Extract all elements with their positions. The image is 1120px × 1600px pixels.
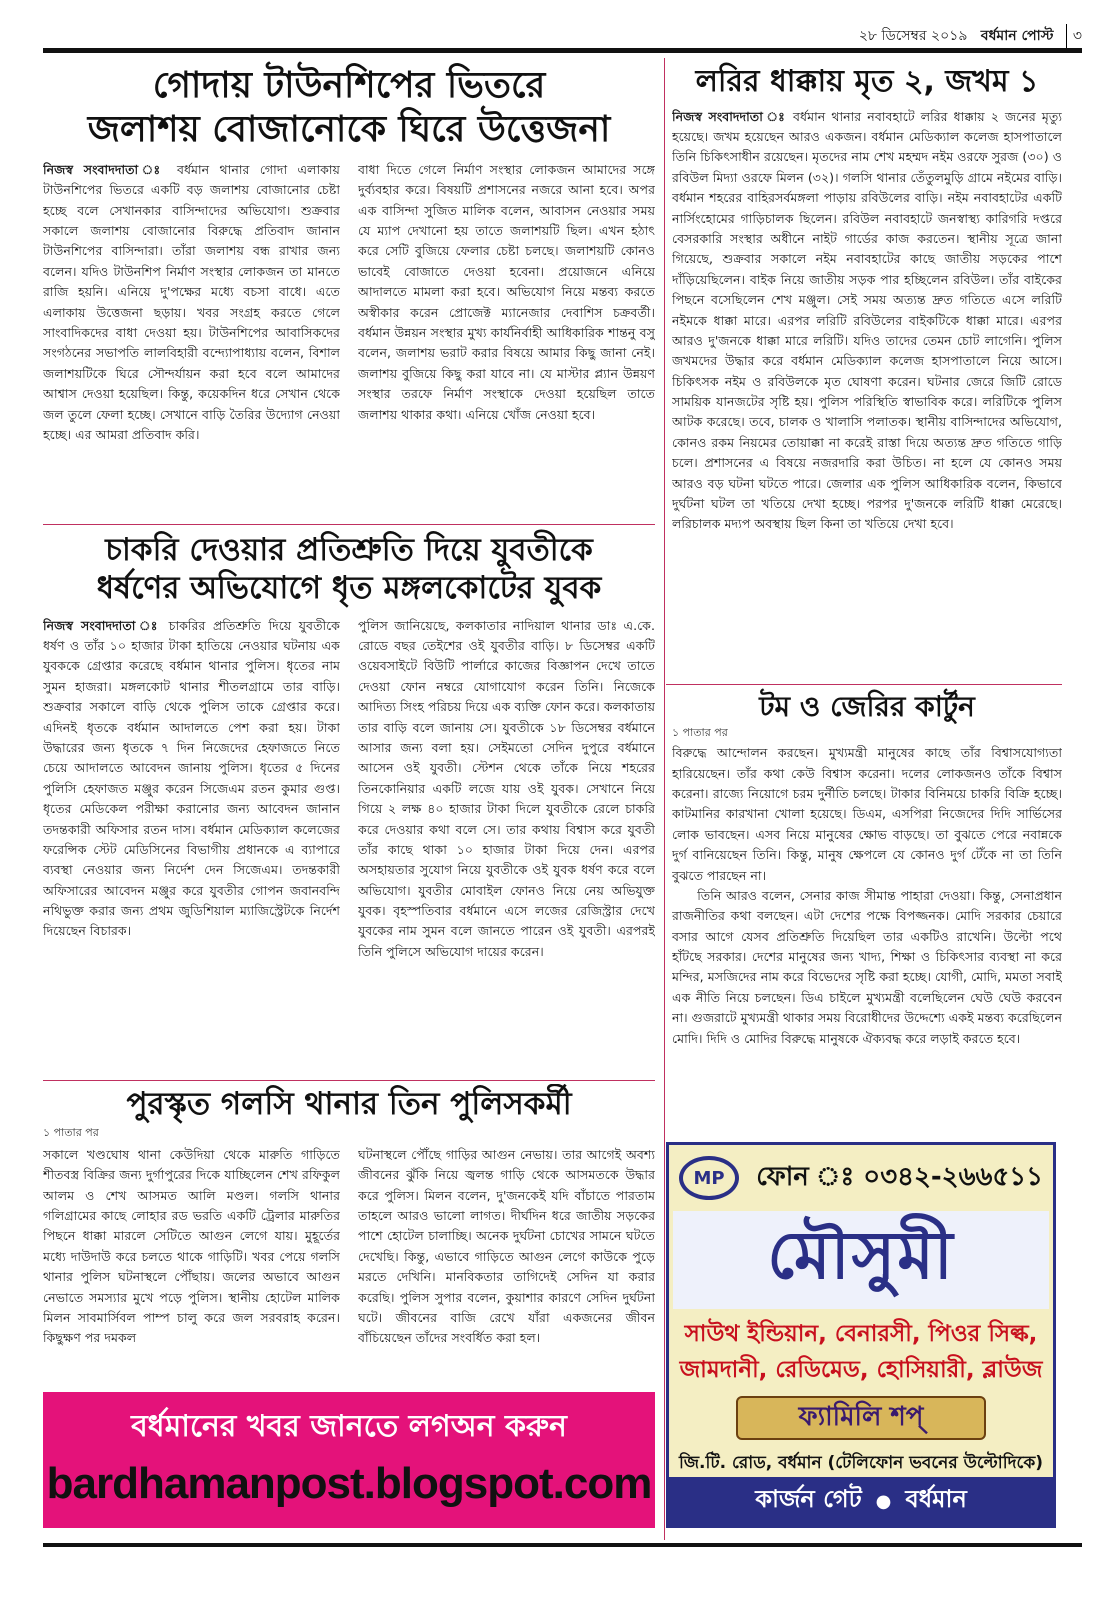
blog-advertisement[interactable] [43, 1392, 655, 1528]
footer-location-left: কার্জন গেট [755, 1485, 862, 1513]
byline: নিজস্ব সংবাদদাতা ঃ [43, 617, 162, 633]
article-title-2: জলাশয় বোজানোকে ঘিরে উত্তেজনা [87, 108, 611, 150]
shop-products-line-2: জামদানী, রেডিমেড, হোসিয়ারী, ব্লাউজ [679, 1356, 1043, 1383]
column-separator [664, 58, 665, 1540]
header-paper-name: বর্ধমান পোস্ট [980, 28, 1054, 44]
article-column-2: বাধা দিতে গেলে নির্মাণ সংস্থার লোকজন আমাদের সঙ্গে দুর্ব্যবহার করে। বিষয়টি প্রশাসনের নজরে আনা হবে। অপর এক বাসিন্দা সুজিত মালিক বলেন, আবাসন নেওয়ার সময় যে ম্যাপ দেখানো হয় তাতে জলাশয়টি ছিল। এখন হঠাৎ করে সেটি বুজিয়ে ফেলার চেষ্টা চলছে। জলাশয়টি কোনও ভাবেই বোজাতে দেওয়া হবেনা। প্রয়োজনে এনিয়ে আদালতে মামলা করা হবে। অভিযোগ নিয়ে মন্তব্য করতে অস্বীকার করেন প্রোজেক্ট ম্যানেজার দেবাশিস চক্রবর্তী। বর্ধমান উন্নয়ন সংস্থার মুখ্য কার্যনির্বাহী আধিকারিক শান্তনু বসু বলেন, জলাশয় ভরাট করার বিষয়ে আমার কিছু জানা নেই। জলাশয় বুজিয়ে কিছু করা যাবে না। যে মাস্টার প্ল্যান উন্নয়ণ সংস্থার তরফে নির্মাণ সংস্থাকে দেওয়া হয়েছিল তাতে জলাশয় থাকার কথা। এনিয়ে খোঁজ নেওয়া হবে। [358, 161, 655, 422]
footer-location-right: বর্ধমান [905, 1485, 967, 1513]
family-shop-badge: ফ্যামিলি শপ্ [736, 1396, 986, 1440]
page-header [0, 24, 1082, 48]
article-title: লরির ধাক্কায় মৃত ২, জখম ১ [695, 64, 1039, 99]
article-column [672, 107, 1062, 535]
article-paragraph-2: তিনি আরও বলেন, সেনার কাজ সীমান্ত পাহারা দেওয়া। কিন্তু, সেনাপ্রধান রাজনীতির কথা বলছেন। এটা দেশের পক্ষে বিপজ্জনক। মোদি সরকার চেয়ারে বসার আগে যেসব প্রতিশ্রুতি দিয়েছিল তার একটিও রাখেনি। উল্টো পথে হাঁটছে সরকার। দেশের মানুষের জন্য খাদ্য, শিক্ষা ও চিকিৎসার ব্যবস্থা না করে মন্দির, মসজিদের নাম করে বিভেদের সৃষ্টি করা হচ্ছে। যোগী, মোদি, মমতা সবাই এক নীতি নিয়ে চলছেন। ডিএ চাইলে মুখ্যমন্ত্রী বলেছিলেন ঘেউ ঘেউ করবেন না। গুজরাটে মুখ্যমন্ত্রী থাকার সময় বিরোধীদের উদ্দেশ্যে একই মন্তব্য করেছিলেন মোদি। দিদি ও মোদির বিরুদ্ধে মানুষকে ঐক্যবদ্ধ করে লড়াই করতে হবে। [672, 887, 1062, 1046]
shop-products-line-1: সাউথ ইন্ডিয়ান, বেনারসী, পিওর সিল্ক, [684, 1321, 1038, 1347]
byline: নিজস্ব সংবাদদাতা ঃ [43, 161, 167, 177]
article-column-2: পুলিস জানিয়েছে, কলকাতার নাদিয়াল থানার ডাঃ এ.কে. রোডে বছর তেইশের ওই যুবতীর বাড়ি। ৮ ডিসেম্বর একটি ওয়েবসাইটে বিউটি পার্লারে কাজের বিজ্ঞাপন দেখে তাতে দেওয়া ফোন নম্বরে যোগাযোগ করেন তিনি। নিজেকে আদিত্য সিংহ পরিচয় দিয়ে এক ব্যক্তি ফোন করে। কলকাতায় তার বাড়ি বলে জানায় সে। যুবতীকে ১৮ ডিসেম্বর বর্ধমানে আসার জন্য বলা হয়। সেইমতো সেদিন দুপুরে বর্ধমানে আসেন ওই যুবতী। স্টেশন থেকে তাঁকে নিয়ে শহরের তিনকোনিয়ার একটি লজে যায় ওই যুবক। সেখানে নিয়ে গিয়ে ২ লক্ষ ৪০ হাজার টাকা দিলে যুবতীকে রেলে চাকরি করে দেওয়ার কথা বলে সে। তার কথায় বিশ্বাস করে যুবতী তাঁর কাছে থাকা ১০ হাজার টাকা দিয়ে দেন। এরপর অসহায়তার সুযোগ নিয়ে যুবতীকে ওই যুবক ধর্ষণ করে বলে অভিযোগ। যুবতীর মোবাইল ফোনও নিয়ে নেয় অভিযুক্ত যুবক। বৃহস্পতিবার বর্ধমানে এসে লজের রেজিস্ট্রার দেখে যুবকের নাম সুমন বলে জানতে পারেন ওই যুবতী। এরপরই তিনি পুলিসে অভিযোগ দায়ের করেন। [358, 617, 655, 959]
page-number: ৩ [1066, 24, 1082, 48]
article-paragraph: বিরুদ্ধে আন্দোলন করছেন। মুখ্যমন্ত্রী মানুষের কাছে তাঁর বিশ্বাসযোগ্যতা হারিয়েছেন। তাঁর কথা কেউ বিশ্বাস করেনা। দলের লোকজনও তাঁকে বিশ্বাস করেনা। রাজ্যে নিয়োগে চরম দুর্নীতি চলছে। টাকার বিনিময়ে চাকরি বিক্রি হচ্ছে। কাটমানির কারখানা খোলা হয়েছে। ডিএম, এসপিরা নিজেদের দিদি সার্ভিসের লোক ভাবছেন। এসব নিয়ে মানুষের ক্ষোভ বাড়ছে। তা বুঝতে পেরে নবান্নকে দুর্গ বানিয়েছেন তিনি। কিন্তু, মানুষ ক্ষেপলে যে কোনও দুর্গ টেঁকে না তা তিনি বুঝতে পারছেন না। [672, 745, 1062, 883]
shop-phone: ফোন ঃ ০৩৪২-২৬৬৫১১ [756, 1162, 1043, 1192]
shop-brand-name: মৌসুমী [673, 1211, 1049, 1309]
continuation-label: ১ পাতার পর [672, 726, 728, 740]
article-title: টম ও জেরির কার্টুন [759, 690, 975, 723]
article-title: চাকরি দেওয়ার প্রতিশ্রুতি দিয়ে যুবতীকে [105, 532, 593, 568]
header-date: ২৮ ডিসেম্বর ২০১৯ [858, 28, 968, 44]
article-text: চাকরির প্রতিশ্রুতি দিয়ে যুবতীকে ধর্ষণ ও তাঁর ১০ হাজার টাকা হাতিয়ে নেওয়ার ঘটনায় এক যুবককে গ্রেপ্তার করেছে বর্ধমান থানার পুলিস। ধৃতের নাম সুমন হাজরা। মঙ্গলকোট থানার শীতলগ্রামে তার বাড়ি। শুক্রবার সকালে বাড়ি থেকে পুলিস তাকে গ্রেপ্তার করে। এদিনই ধৃতকে বর্ধমান আদালতে পেশ করা হয়। টাকা উদ্ধারের জন্য ধৃতকে ৭ দিন নিজেদের হেফাজতে নিতে চেয়ে আদালতে আবেদন জানায় পুলিস। ধৃতের ৫ দিনের পুলিসি হেফাজত মঞ্জুর করেন সিজেএম রতন কুমার গুপ্ত। ধৃতের মেডিকেল পরীক্ষা করানোর জন্য আবেদন জানান তদন্তকারী অফিসার রতন দাস। বর্ধমান মেডিক্যাল কলেজের ফরেন্সিক স্টেট মেডিসিনের বিভাগীয় প্রধানকে এ ব্যাপারে ব্যবস্থা নেওয়ার জন্য নির্দেশ দেন সিজেএম। তদন্তকারী অফিসারের আবেদন মঞ্জুর করে যুবতীর গোপন জবানবন্দি নথিভুক্ত করার জন্য প্রথম জুডিশিয়াল ম্যাজিস্ট্রেটকে নির্দেশ দিয়েছেন বিচারক। [43, 617, 340, 939]
shop-address: জি.টি. রোড, বর্ধমান (টেলিফোন ভবনের উল্টোদিকে) [678, 1453, 1043, 1474]
bullet-icon: ● [875, 1490, 892, 1512]
article-title: পুরস্কৃত গলসি থানার তিন পুলিসকর্মী [126, 1086, 572, 1122]
bottom-rule [43, 1543, 1082, 1547]
article-godda-township [43, 60, 655, 522]
article-lorry-accident [672, 60, 1062, 680]
divider [43, 524, 655, 525]
divider [43, 1080, 655, 1081]
shop-advertisement[interactable] [666, 1142, 1056, 1528]
article-tom-jerry [672, 688, 1062, 1138]
article-text: বর্ধমান থানার নবাবহাটে লরির ধাক্কায় ২ জনের মৃত্যু হয়েছে। জখম হয়েছেন আরও একজন। বর্ধমান মেডিক্যাল কলেজ হাসপাতালে তিনি চিকিৎসাধীন রয়েছেন। মৃতদের নাম শেখ মহম্মদ নইম ওরফে সুরজ (৩০) ও রবিউল মিদ্যা ওরফে মিলন (৩২)। গলসি থানার তেঁতুলমুড়ি গ্রামে নইমের বাড়ি। বর্ধমান শহরের বাহিরসর্বমঙ্গলা পাড়ায় রবিউলের বাড়ি। নইম নবাবহাটের একটি নার্সিংহোমের গাড়িচালক ছিলেন। রবিউল নবাবহাটে জনস্বাস্থ্য কারিগরি দপ্তরে বেসরকারি সংস্থার অধীনে নাইট গার্ডের কাজ করতেন। স্থানীয় সূত্রে জানা গিয়েছে, শুক্রবার সকালে নইম নবাবহাটের কাছে জাতীয় সড়কের পাশে দাঁড়িয়েছিলেন। বাইক নিয়ে জাতীয় সড়ক পার হচ্ছিলেন রবিউল। তাঁর বাইকের পিছনে বসেছিলেন শেখ মঞ্জুল। সেই সময় অত্যন্ত দ্রুত গতিতে এসে লরিটি নইমকে ধাক্কা মারে। এরপর লরিটি রবিউলের বাইকটিকে ধাক্কা মারে। এরপর আরও দু'জনকে ধাক্কা মারে লরিটি। যদিও তাদের তেমন চোট লাগেনি। পুলিস জখমদের উদ্ধার করে বর্ধমান মেডিক্যাল কলেজ হাসপাতালে নিয়ে আসে। চিকিৎসক নইম ও রবিউলকে মৃত ঘোষণা করেন। ঘটনার জেরে জিটি রোডে সাময়িক যানজটের সৃষ্টি হয়। পুলিস পরিস্থিতি স্বাভাবিক করে। লরিটিকে পুলিস আটক করেছে। তবে, চালক ও খালাসি পলাতক। স্থানীয় বাসিন্দাদের অভিযোগ, কোনও রকম নিয়মের তোয়াক্কা না করেই রাস্তা দিয়ে অত্যন্ত দ্রুত গতিতে গাড়ি চলে। প্রশাসনের এ বিষয়ে নজরদারি করা উচিত। না হলে যে কোনও সময় আরও বড় ঘটনা ঘটতে পারে। জেলার এক পুলিস আধিকারিক বলেন, কিভাবে দুর্ঘটনা ঘটল তা খতিয়ে দেখা হচ্ছে। পরপর দু'জনকে লরিটি ধাক্কা মেরেছে। লরিচালক মদ্যপ অবস্থায় ছিল কিনা তা খতিয়ে দেখা হবে। [672, 108, 1062, 532]
article-column: সকালে খণ্ডঘোষ থানা কেউদিয়া থেকে মারুতি গাড়িতে শীতবস্ত্র বিক্রির জন্য দুর্গাপুরের দিকে যাচ্ছিলেন শেখ রফিকুল আলম ও শেখ আসমত আলি মণ্ডল। গলসি থানার গলিগ্রামের কাছে লোহার রড ভরতি একটি ট্রেলার মারুতির পিছনে ধাক্কা মারলে সেটিতে আগুন লেগে যায়। মুহূর্তের মধ্যে দাউদাউ করে চলতে থাকে গাড়িটি। খবর পেয়ে গলসি থানার পুলিস ঘটনাস্থলে পৌঁছায়। জলের অভাবে আগুন নেভাতে সমস্যার মুখে পড়ে পুলিস। স্থানীয় হোটেল মালিক মিলন সাবমার্সিবল পাম্প চালু করে জল সরবরাহ করেন। কিছুক্ষণ পর দমকল [43, 1146, 340, 1346]
article-text: বর্ধমান থানার গোদা এলাকায় টাউনশিপের ভিতরে একটি বড় জলাশয় বোজানোর চেষ্টা হচ্ছে বলে সেখানকার বাসিন্দাদের অভিযোগ। শুক্রবার সকালে জলাশয় বোজানোর বিরুদ্ধে প্রতিবাদ জানান টাউনশিপের বাসিন্দারা। তাঁরা জলাশয় বন্ধ রাখার জন্য বলেন। যদিও টাউনশিপ নির্মাণ সংস্থার লোকজন তা মানতে রাজি হয়নি। এনিয়ে দু'পক্ষের মধ্যে বচসা বাধে। এতে এলাকায় উত্তেজনা ছড়ায়। খবর সংগ্রহ করতে গেলে সাংবাদিকদের বাধা দেওয়া হয়। টাউনশিপের আবাসিকদের সংগঠনের সভাপতি লালবিহারী বন্দ্যোপাধ্যায় বলেন, বিশাল জলাশয়টিকে ঘিরে সৌন্দর্যায়ন করা হবে বলে আমাদের আশ্বাস দেওয়া হয়েছিল। কিন্তু, কয়েকদিন ধরে সেখান থেকে জল তুলে ফেলা হচ্ছে। সেখানে বাড়ি তৈরির উদ্যোগ নেওয়া হচ্ছে। এর আমরা প্রতিবাদ করি। [43, 161, 340, 442]
shop-logo: MP [679, 1156, 739, 1200]
blog-ad-tagline: বর্ধমানের খবর জানতে লগঅন করুন [131, 1409, 567, 1444]
article-title-2: ধর্ষণের অভিযোগে ধৃত মঙ্গলকোটের যুবক [96, 569, 602, 606]
article-mangalkot-arrest [43, 528, 655, 1078]
top-rule [43, 48, 1082, 53]
article-title: গোদায় টাউনশিপের ভিতরে [152, 65, 546, 106]
blog-ad-url[interactable]: bardhamanpost.blogspot.com [46, 1459, 652, 1508]
article-column [43, 616, 340, 963]
article-galsi-police [43, 1084, 655, 1388]
article-column [43, 160, 340, 445]
byline: নিজস্ব সংবাদদাতা ঃ [672, 108, 787, 124]
divider [666, 684, 1062, 685]
article-column-2: ঘটনাস্থলে পৌঁছে গাড়ির আগুন নেভায়। তার আগেই অবশ্য জীবনের ঝুঁকি নিয়ে জ্বলন্ত গাড়ি থেকে আসমতকে উদ্ধার করে পুলিস। মিলন বলেন, দু'জনকেই যদি বাঁচাতে পারতাম তাহলে আরও ভালো লাগত। দীর্ঘদিন ধরে জাতীয় সড়কের পাশে হোটেল চালাচ্ছি। অনেক দুর্ঘটনা চোখের সামনে ঘটতে দেখেছি। কিন্তু, এভাবে গাড়িতে আগুন লেগে কাউকে পুড়ে মরতে দেখিনি। মানবিকতার তাগিদেই সেদিন যা করার করেছি। পুলিস সুপার বলেন, কুয়াশার কারণে সেদিন দুর্ঘটনা ঘটে। জীবনের বাজি রেখে যাঁরা একজনের জীবন বাঁচিয়েছেন তাঁদের সংবর্ধিত করা হল। [358, 1146, 655, 1346]
continuation-label: ১ পাতার পর [43, 1125, 99, 1139]
shop-footer [669, 1477, 1053, 1525]
